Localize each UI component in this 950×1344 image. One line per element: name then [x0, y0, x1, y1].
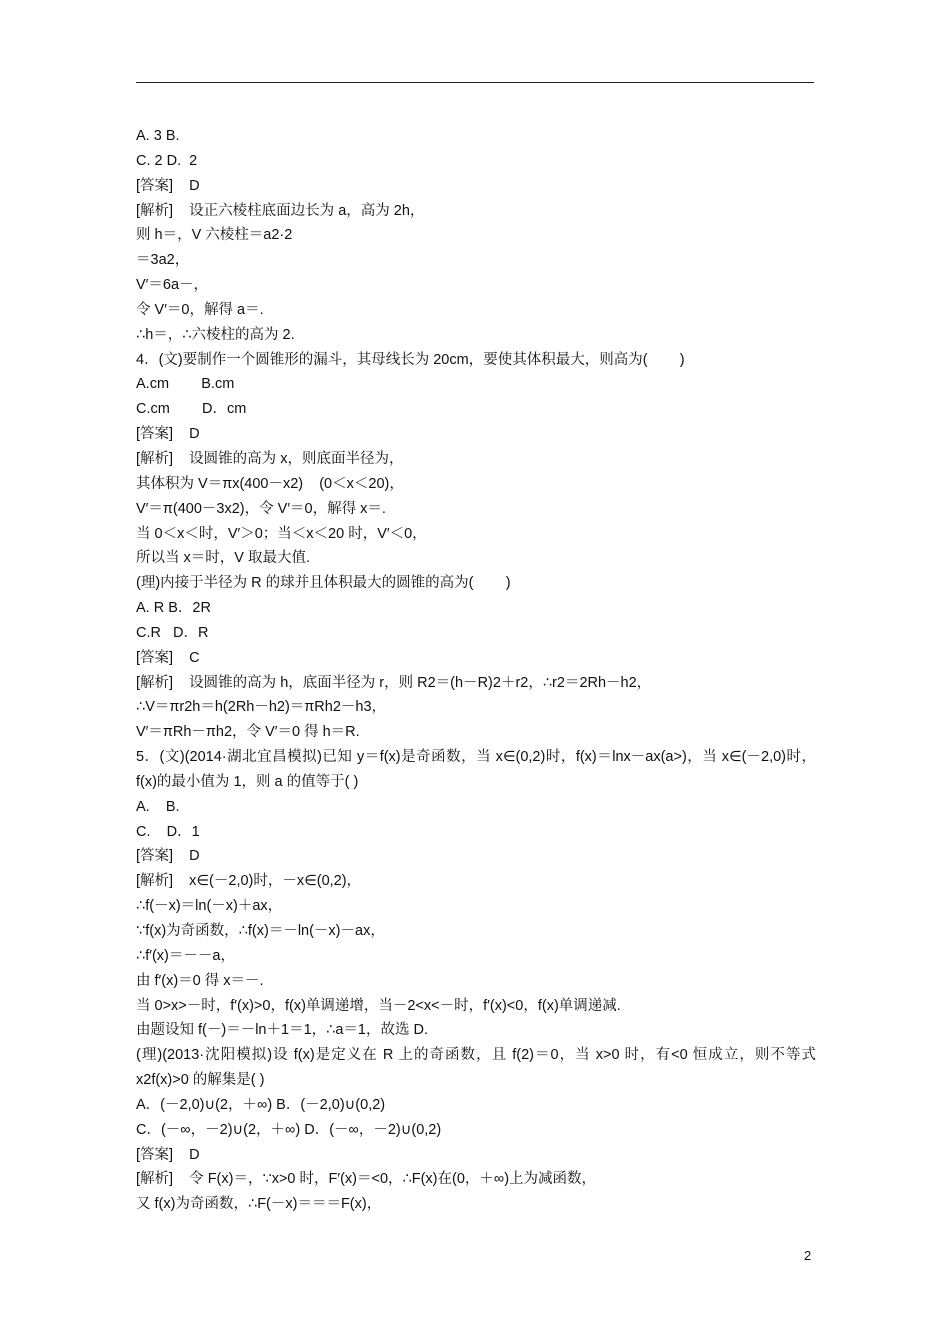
text-line: C. D．1 [136, 823, 200, 840]
text-line: C. 2 D. 2 [136, 152, 198, 169]
text-line: [解析] x∈(－2,0)时，－x∈(0,2)， [136, 873, 362, 890]
text-line: 由题设知 f(－)＝－ln＋1＝1，∴a＝1，故选 D. [136, 1022, 429, 1039]
text-line: 又 f(x)为奇函数，∴F(－x)＝＝＝F(x)， [136, 1196, 382, 1213]
text-line: V′＝πRh－πh2，令 V′＝0 得 h＝R. [136, 724, 360, 741]
text-line: [解析] 设正六棱柱底面边长为 a，高为 2h， [136, 202, 425, 219]
text-line: C.cm D．cm [136, 401, 247, 418]
text-line: [答案] D [136, 177, 200, 194]
text-line: ∴h＝，∴六棱柱的高为 2. [136, 326, 295, 343]
text-line: C.R D．R [136, 624, 209, 641]
page-body [136, 124, 816, 1217]
text-line: 其体积为 V＝πx(400－x2) (0＜x＜20)， [136, 475, 404, 492]
text-line: [答案] D [136, 426, 200, 443]
text-line: 当 0>x>－时，f′(x)>0，f(x)单调递增，当－2<x<－时，f′(x)<0，f(x)单调递减. [136, 997, 621, 1014]
text-line: [解析] 设圆锥的高为 x，则底面半径为， [136, 450, 404, 467]
text-line: C．(－∞，－2)∪(2，＋∞) D．(－∞，－2)∪(0,2) [136, 1121, 442, 1138]
text-line: A. R B．2R [136, 600, 211, 617]
text-line: 当 0＜x＜时，V′＞0；当＜x＜20 时，V′＜0， [136, 525, 427, 542]
text-line: ∴f′(x)＝－－a， [136, 947, 235, 964]
header-rule [136, 82, 814, 83]
question-4-stem: 4．(文)要制作一个圆锥形的漏斗，其母线长为 20cm，要使其体积最大，则高为( ) [136, 351, 685, 368]
text-line: A. B. [136, 798, 180, 815]
text-line: ∴f(－x)＝ln(－x)＋ax， [136, 898, 283, 915]
text-line: [解析] 设圆锥的高为 h，底面半径为 r，则 R2＝(h－R)2＋r2，∴r2＝2Rh－h2， [136, 674, 652, 691]
text-line: ∴V＝πr2h＝h(2Rh－h2)＝πRh2－h3， [136, 699, 387, 716]
text-line: 所以当 x＝时，V 取最大值. [136, 550, 311, 567]
text-line: [答案] C [136, 649, 200, 666]
text-line: [解析] 令 F(x)＝，∵x>0 时，F′(x)＝<0，∴F(x)在(0，＋∞)上为减函数， [136, 1171, 597, 1188]
page-number: 2 [804, 1248, 812, 1263]
question-5-stem: 5．(文)(2014·湖北宜昌模拟)已知 y＝f(x)是奇函数，当 x∈(0,2)时，f(x)＝lnx－ax(a>)，当 x∈(－2,0)时，f(x)的最小值为 1，则 a 的值等于( ) [136, 749, 816, 790]
text-line: 则 h＝，V 六棱柱＝a2·2 [136, 227, 293, 244]
text-line: A.cm B.cm [136, 376, 235, 393]
text-line: 由 f′(x)＝0 得 x＝－. [136, 972, 264, 989]
text-line: [答案] D [136, 848, 200, 865]
text-line: 令 V′＝0，解得 a＝. [136, 301, 264, 318]
text-line: A. 3 B. [136, 128, 180, 144]
text-line: ＝3a2， [136, 252, 190, 269]
text-line: [答案] D [136, 1146, 200, 1163]
text-line: (理)内接于半径为 R 的球并且体积最大的圆锥的高为( ) [136, 575, 511, 592]
text-line: V′＝π(400－3x2)，令 V′＝0，解得 x＝. [136, 500, 386, 517]
text-line: V′＝6a－， [136, 277, 209, 294]
text-line: A．(－2,0)∪(2，＋∞) B．(－2,0)∪(0,2) [136, 1096, 386, 1113]
question-5-li-stem: (理)(2013·沈阳模拟)设 f(x)是定义在 R 上的奇函数，且 f(2)＝0，当 x>0 时，有<0 恒成立，则不等式 x2f(x)>0 的解集是( ) [136, 1047, 816, 1089]
text-line: ∵f(x)为奇函数，∴f(x)＝－ln(－x)－ax， [136, 923, 385, 939]
